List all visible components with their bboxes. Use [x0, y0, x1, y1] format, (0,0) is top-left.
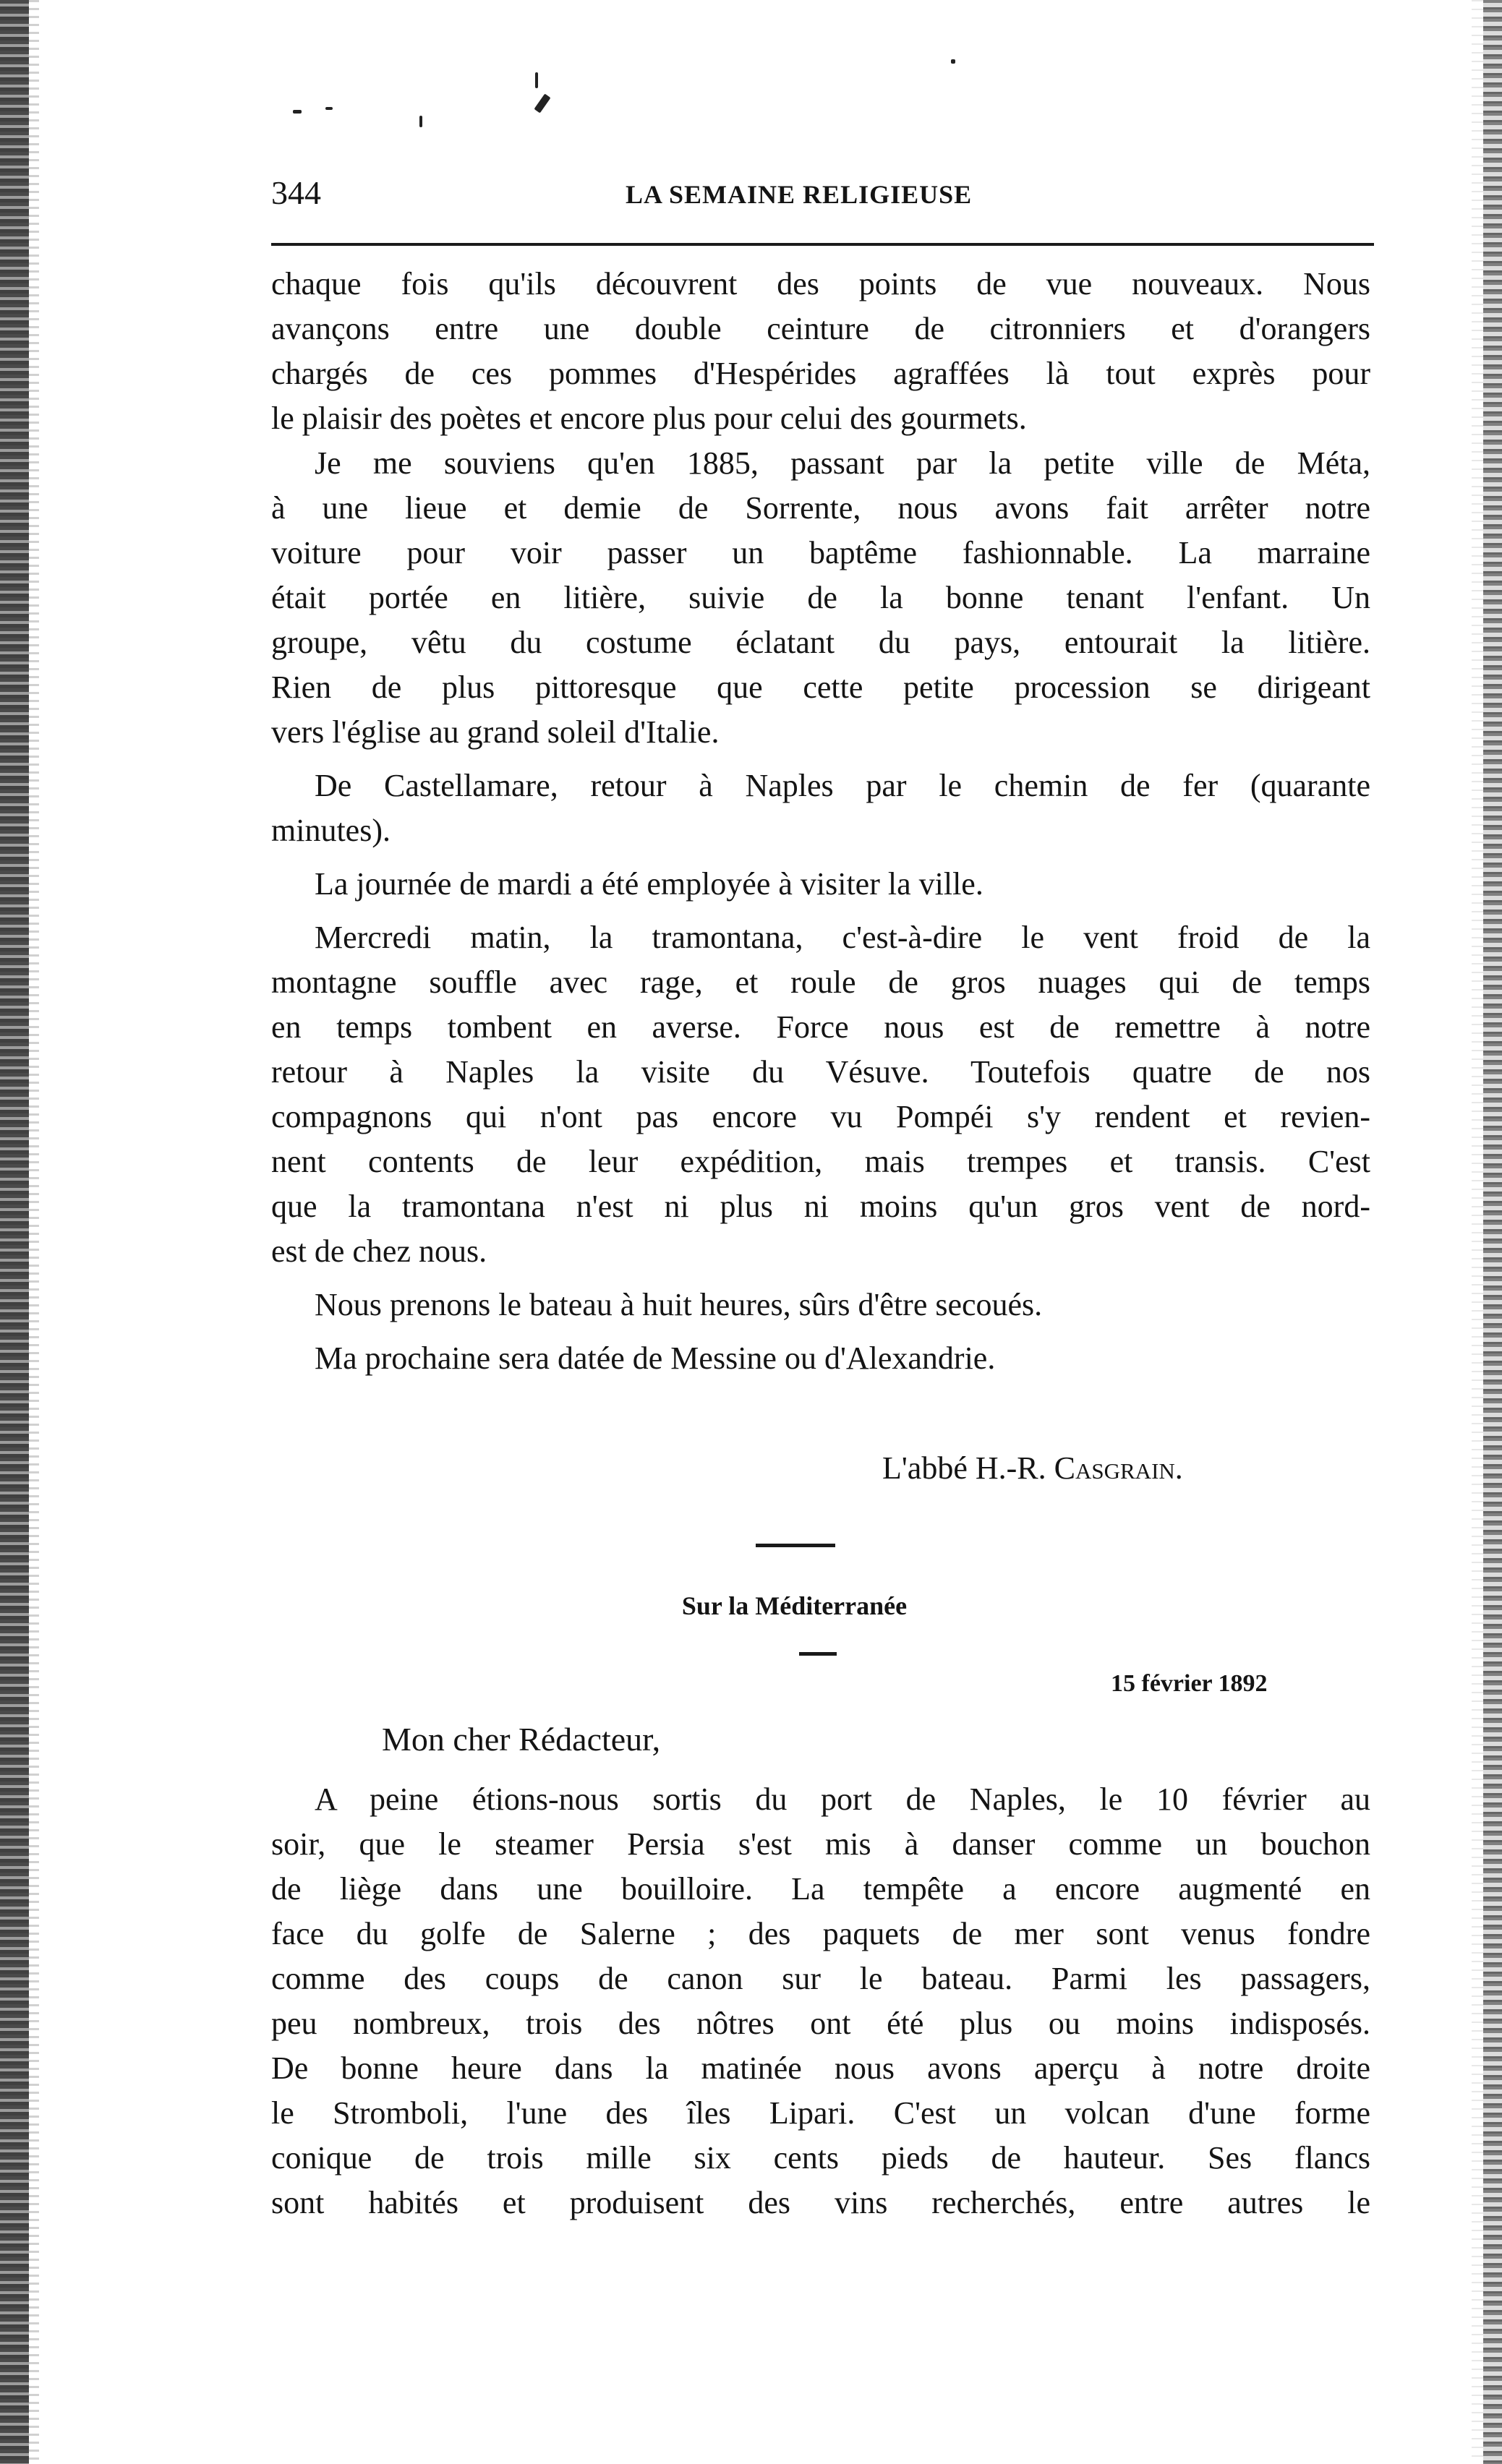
- text-line: peu nombreux, trois des nôtres ont été plus ou moins indisposés.: [271, 2006, 1370, 2041]
- scan-binding-edge-left: [0, 0, 29, 2464]
- text-line: De Castellamare, retour à Naples par le chemin de fer (quarante: [315, 768, 1370, 803]
- letter-date: 15 février 1892: [1111, 1670, 1268, 1697]
- text-line: Je me souviens qu'en 1885, passant par la petite ville de Méta,: [315, 445, 1370, 481]
- section-separator: [756, 1544, 835, 1547]
- header-rule: [271, 243, 1374, 246]
- text-line: de liège dans une bouilloire. La tempête a encore augmenté en: [271, 1871, 1370, 1907]
- text-line: en temps tombent en averse. Force nous est de remettre à notre: [271, 1009, 1370, 1045]
- text-line: De bonne heure dans la matinée nous avons aperçu à notre droite: [271, 2050, 1370, 2086]
- text-line: face du golfe de Salerne ; des paquets de mer sont venus fondre: [271, 1916, 1370, 1951]
- scan-speck: [325, 107, 333, 110]
- section-heading: Sur la Méditerranée: [681, 1591, 908, 1620]
- running-head: LA SEMAINE RELIGIEUSE: [626, 180, 973, 209]
- text-line: soir, que le steamer Persia s'est mis à danser comme un bouchon: [271, 1826, 1370, 1862]
- text-line: conique de trois mille six cents pieds de hauteur. Ses flancs: [271, 2140, 1370, 2176]
- text-line: sont habités et produisent des vins recherchés, entre autres le: [271, 2185, 1370, 2220]
- text-line: avançons entre une double ceinture de citronniers et d'orangers: [271, 311, 1370, 346]
- signature-prefix: L'abbé H.-R.: [882, 1450, 1054, 1486]
- text-line: Rien de plus pittoresque que cette petite procession se dirigeant: [271, 670, 1370, 705]
- signature-name: Casgrain.: [1054, 1450, 1183, 1486]
- scan-speck: [293, 110, 302, 114]
- text-line: nent contents de leur expédition, mais trempes et transis. C'est: [271, 1144, 1370, 1179]
- text-line: A peine étions-nous sortis du port de Naples, le 10 février au: [315, 1781, 1370, 1817]
- text-line: groupe, vêtu du costume éclatant du pays, entourait la litière.: [271, 625, 1370, 660]
- scan-edge-shadow-right: [1472, 0, 1483, 2464]
- text-line: retour à Naples la visite du Vésuve. Toutefois quatre de nos: [271, 1054, 1370, 1090]
- text-line: chaque fois qu'ils découvrent des points de vue nouveaux. Nous: [271, 266, 1370, 301]
- text-line: comme des coups de canon sur le bateau. Parmi les passagers,: [271, 1961, 1370, 1996]
- text-line: le Stromboli, l'une des îles Lipari. C'est un volcan d'une forme: [271, 2095, 1370, 2131]
- article-body: [271, 262, 1370, 1381]
- scan-speck: [951, 59, 955, 64]
- page-number: 344: [271, 174, 321, 211]
- text-line: était portée en litière, suivie de la bonne tenant l'enfant. Un: [271, 580, 1370, 615]
- scan-speck: [535, 72, 538, 88]
- text-line: que la tramontana n'est ni plus ni moins qu'un gros vent de nord-: [271, 1189, 1370, 1224]
- scan-edge-right: [1483, 0, 1502, 2464]
- scan-binding-shadow-left: [29, 0, 39, 2464]
- text-line: à une lieue et demie de Sorrente, nous avons fait arrêter notre: [271, 490, 1370, 526]
- scan-speck: [534, 93, 550, 113]
- letter-salutation: Mon cher Rédacteur,: [382, 1721, 661, 1758]
- page-header: [271, 174, 1370, 224]
- text-line: Nous prenons le bateau à huit heures, sûrs d'être secoués.: [315, 1287, 1043, 1322]
- text-line: montagne souffle avec rage, et roule de gros nuages qui de temps: [271, 964, 1370, 1000]
- text-line: chargés de ces pommes d'Hespérides agraffées là tout exprès pour: [271, 356, 1370, 391]
- text-line: minutes).: [271, 813, 391, 848]
- author-signature: [882, 1446, 1183, 1491]
- text-line: Mercredi matin, la tramontana, c'est-à-dire le vent froid de la: [315, 920, 1370, 955]
- text-line: est de chez nous.: [271, 1233, 487, 1269]
- scan-speck: [419, 116, 422, 127]
- text-line: voiture pour voir passer un baptême fashionnable. La marraine: [271, 535, 1370, 570]
- text-line: La journée de mardi a été employée à visiter la ville.: [315, 866, 983, 902]
- heading-underline: [799, 1652, 837, 1656]
- text-line: compagnons qui n'ont pas encore vu Pompéi s'y rendent et revien-: [271, 1099, 1370, 1134]
- letter-body: [271, 1777, 1370, 2225]
- text-line: Ma prochaine sera datée de Messine ou d'Alexandrie.: [315, 1340, 996, 1376]
- text-line: le plaisir des poètes et encore plus pour celui des gourmets.: [271, 401, 1027, 436]
- text-line: vers l'église au grand soleil d'Italie.: [271, 714, 720, 750]
